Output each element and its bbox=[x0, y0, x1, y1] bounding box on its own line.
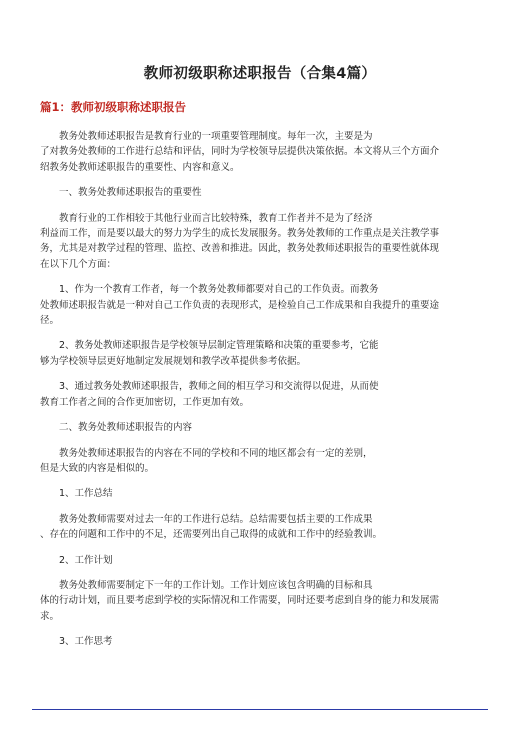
paragraph-line: 体的行动计划，而且要考虑到学校的实际情况和工作需要，同时还要考虑到自身的能力和发展需 bbox=[40, 595, 440, 607]
paragraph bbox=[40, 446, 480, 477]
paragraph bbox=[40, 282, 480, 328]
paragraph-line: 务，尤其是对教学过程的管理、监控、改善和推进。因此，教务处教师述职报告的重要性就体现 bbox=[40, 243, 440, 255]
document-body bbox=[40, 129, 480, 650]
footer-divider bbox=[32, 709, 488, 710]
paragraph-line: 教务处教师述职报告是教育行业的一项重要管理制度。每年一次，主要是为 bbox=[59, 131, 373, 142]
paragraph bbox=[40, 379, 480, 410]
paragraph bbox=[40, 211, 480, 273]
paragraph-line: 2、教务处教师述职报告是学校领导层制定管理策略和决策的重要参考，它能 bbox=[59, 340, 379, 352]
paragraph bbox=[40, 512, 480, 543]
paragraph-heading bbox=[40, 185, 480, 200]
paragraph-heading bbox=[40, 420, 480, 435]
paragraph-heading bbox=[40, 553, 480, 568]
paragraph-line: 求。 bbox=[40, 610, 60, 622]
paragraph bbox=[40, 129, 480, 175]
paragraph-line: 3、通过教务处教师述职报告，教师之间的相互学习和交流得以促进，从而使 bbox=[59, 381, 379, 393]
paragraph-heading bbox=[40, 634, 480, 649]
paragraph-line: 径。 bbox=[40, 315, 60, 327]
paragraph-line: 教育工作者之间的合作更加密切，工作更加有效。 bbox=[40, 396, 250, 408]
paragraph-line: 教育行业的工作相较于其他行业而言比较特殊，教育工作者并不是为了经济 bbox=[59, 212, 373, 224]
paragraph-line: 教务处教师述职报告的内容在不同的学校和不同的地区都会有一定的差别， bbox=[59, 447, 373, 459]
paragraph-line: 教务处教师需要对过去一年的工作进行总结。总结需要包括主要的工作成果 bbox=[59, 513, 373, 525]
paragraph-line: 3、工作思考 bbox=[59, 636, 113, 648]
paragraph-line: 但是大致的内容是相似的。 bbox=[40, 462, 155, 474]
paragraph-line: 1、工作总结 bbox=[59, 488, 113, 500]
paragraph-line: 够为学校领导层更好地制定发展规划和教学改革提供参考依据。 bbox=[40, 355, 307, 367]
paragraph-line: 教务处教师需要制定下一年的工作计划。工作计划应该包含明确的目标和具 bbox=[59, 579, 373, 591]
paragraph-line: 利益而工作，而是要以最大的努力为学生的成长发展服务。教务处教师的工作重点是关注教学事 bbox=[40, 228, 440, 240]
paragraph-line: 、存在的问题和工作中的不足，还需要列出自己取得的成就和工作中的经验教训。 bbox=[40, 529, 383, 541]
paragraph-line: 一、教务处教师述职报告的重要性 bbox=[59, 187, 202, 199]
paragraph bbox=[40, 338, 480, 369]
paragraph-line: 绍教务处教师述职报告的重要性、内容和意义。 bbox=[40, 161, 240, 173]
paragraph-line: 在以下几个方面： bbox=[40, 258, 117, 270]
section-title: 篇1：教师初级职称述职报告 bbox=[40, 100, 187, 114]
paragraph-line: 二、教务处教师述职报告的内容 bbox=[59, 422, 193, 434]
paragraph-line: 处教师述职报告就是一种对自己工作负责的表现形式，是检验自己工作成果和自我提升的重要途 bbox=[40, 299, 440, 311]
paragraph bbox=[40, 578, 480, 624]
paragraph-line: 了对教务处教师的工作进行总结和评估，同时为学校领导层提供决策依据。本文将从三个方面介 bbox=[40, 146, 440, 158]
paragraph-heading bbox=[40, 486, 480, 501]
paragraph-line: 2、工作计划 bbox=[59, 554, 113, 566]
document-title: 教师初级职称述职报告（合集4篇） bbox=[143, 66, 377, 82]
paragraph-line: 1、作为一个教育工作者，每一个教务处教师都要对自己的工作负责。而教务 bbox=[59, 284, 379, 296]
